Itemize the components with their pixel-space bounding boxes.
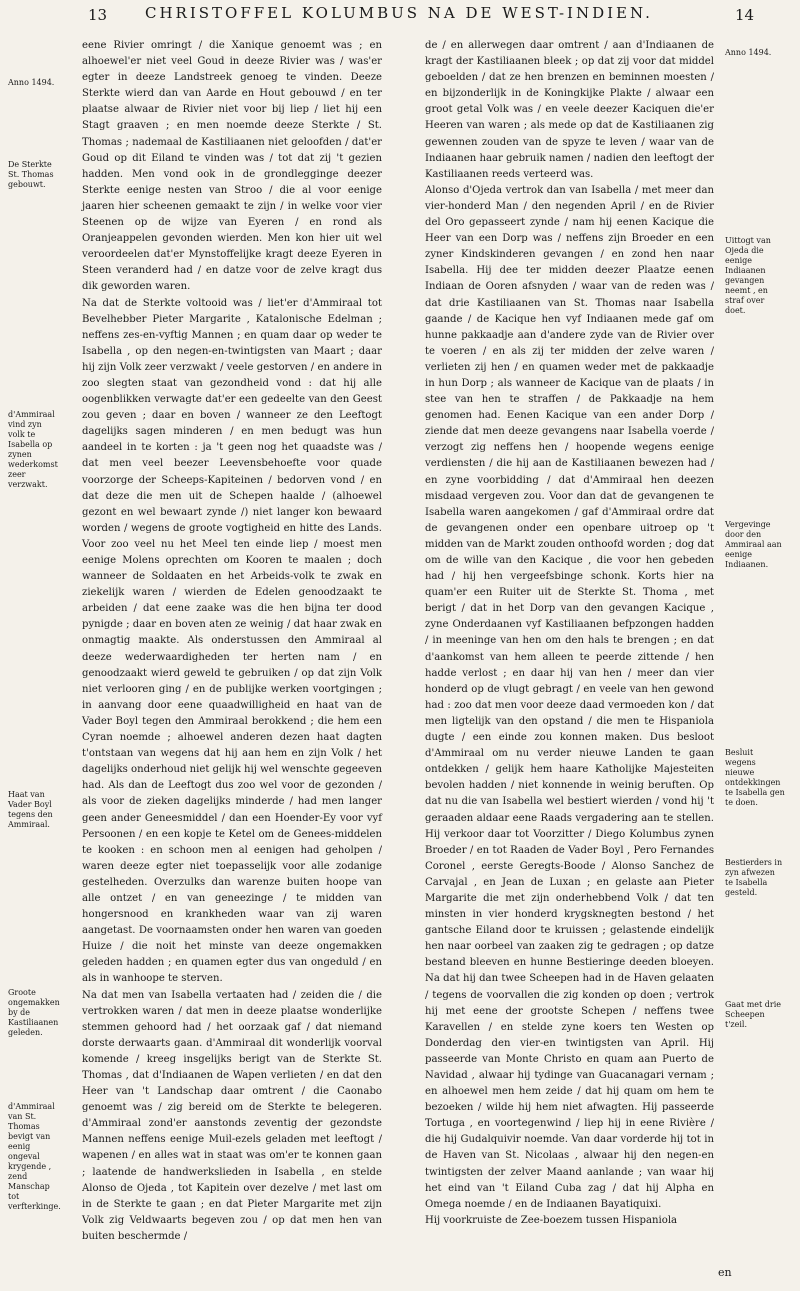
running-head: CHRISTOFFEL KOLUMBUS NA DE WEST-INDIEN. xyxy=(145,4,653,22)
margin-note-reinforcement: d'Ammiraal van St. Thomas bevigt van eenig ongeval krygende , zend Manschap tot verfterkinge. xyxy=(8,1102,61,1211)
right-column xyxy=(425,38,714,1229)
margin-note-governors: Bestierders in zyn afwezen te Isabella gesteld. xyxy=(725,858,783,897)
paragraph-left-3: Na dat men van Isabella vertaaten had / zeiden die / die vertrokken waren / dat men in deeze plaatse wonderlijke stemmen gehoord had / het oorzaak gaf / dat niemand dorste derwaarts gaan. d'Ammiraal dit wonderlijk voorval komende / kreeg insgelijks berigt van de Sterkte St. Thomas , dat d'Indiaanen de Wapen verlieten / en dat den Heer van 't Landschap daar omtrent / die Caonabo genoemt was / zig bereid om de Sterkte te belegeren. d'Ammiraal zond'er aanstonds zeventig der gezondste Mannen neffens eenige Muil-ezels geladen met leeftogt / wapenen / en alles wat in staat was om'er te konnen gaan ; laatende de handwerkslieden in Isabella , en stelde Alonso de Ojeda , tot Kapitein over dezelve / met last om in de Sterkte te gaan ; en dat Pieter Margarite met zijn Volk zig Veldwaarts begeven zou / op dat men hen van buiten beschermde / xyxy=(82,989,382,1242)
page-number-left: 13 xyxy=(88,6,108,24)
margin-note-admiral-returns: d'Ammiraal vind zyn volk te Isabella op zynen wederkomst zeer verzwakt. xyxy=(8,410,58,489)
margin-note-pardon: Vergevinge door den Ammiraal aan eenige Indiaanen. xyxy=(725,520,782,569)
page-number-right: 14 xyxy=(735,6,755,24)
margin-note-year-right: Anno 1494. xyxy=(725,48,772,57)
paragraph-right-1: de / en allerwegen daar omtrent / aan d'Indiaanen de kragt der Kastiliaanen bleek ; op dat zij voor dat middel geboelden / dat ze hen brenzen en beminnen moesten / en bijzonderlijk in de Koningkijke Plakte / alwaar een groot getal Volk was / en veele deezer Kaciquen die'er Heeren van waren ; als mede op dat de Kastiliaanen zig gewennen zouden van de spyze te leven / waar van de Indiaanen haar gebruik namen / nadien den leeftogt der Kastiliaanen reeds verteerd was. xyxy=(425,40,714,180)
margin-note-ojeda: Uittogt van Ojeda die eenige Indiaanen gevangen neemt , en straf over doet. xyxy=(725,236,771,315)
paragraph-left-2: Na dat de Sterkte voltooid was / liet'er d'Ammiraal tot Bevelhebber Pieter Margarite , Katalonische Edelman ; neffens zes-en-vyftig Mannen ; en quam daar op weder te Isabella , op den negen-en-twintigsten van Maart ; daar hij zijn Volk zeer verzwakt / veele gestorven / en andere in zoo slegten staat van gezondheid vond : dat hij alle oogenblikken verwagte dat'er een gedeelte van den Geest zou geven ; daar en boven / wanneer ze den Leeftogt dagelijks sagen minderen / en men bedugt was hun aandeel in te korten : ja 't geen nog het quaadste was / dat men veel beezer Leevensbehoefte voor quade voorzorge der Scheeps-Kapiteinen / bedorven vond / en dat deze die men uit de Schepen haalde / (alhoewel gezont en wel bewaart zynde /) niet langer kon bewaard worden / wegens de groote vogtigheid en hitte des Lands. Voor zoo veel nu het Meel ten einde liep / moest men eenige Molens oprechten om Kooren te maalen ; doch wanneer de Soldaaten en het Arbeids-volk te zwak en ziekelijk waren / wierden de Edelen genoodzaakt te arbeiden / dat eene zaake was die hen bijna ter dood pynigde ; daar en boven aten ze weinig / dat haar zwak en onmagtig maakte. Als onderstussen den Ammiraal al deeze wederwaardigheden ter herten nam / en genoodzaakt wierd geweld te gebruiken / op dat zijn Volk niet verlooren ging / en de publijke werken voortgingen ; in aanvang door eene quaadwilligheid en haat van de Vader Boyl tegen den Ammiraal berokkend ; die hem een Cyran noemde ; alhoewel anderen dezen haat dagten t'ontstaan van wegens dat hij aan hem en zijn Volk / het dagelijks onderhoud niet gelijk hij wel wenschte gegeeven had. Als dan de Leeftogt dus zoo wel voor de gezonden / als voor de zieken dagelijks minderde / had men langer geen ander Geneesmiddel / dan een Hoender-Ey voor vyf Persoonen / en een kopje te Ketel om de Genees-middelen te kooken : en schoon men al eenigen had geholpen / waren deeze egter niet toepasselijk voor alle zodanige gestelheden. Overzulks dan warenze buiten hoope van alle ontzet / en van geneezinge / te midden van hongersnood en krankheden waar van zij waren aangetast. De voornaamsten onder hen waren van goeden Huize / die noit het minste van deeze ongemakken geleden hadden ; en quamen egter dus van ongeduld / en als in wanhoope te sterven. xyxy=(82,297,382,985)
left-column xyxy=(82,38,382,1245)
margin-note-sets-sail: Gaat met drie Scheepen t'zeil. xyxy=(725,1000,782,1029)
margin-note-fort: De Sterkte St. Thomas gebouwt. xyxy=(8,160,54,189)
margin-note-new-discoveries: Besluit wegens nieuwe ontdekkingen te Isabella gen te doen. xyxy=(725,748,785,807)
margin-note-hardships: Groote ongemakken by de Kastiliaanen geleden. xyxy=(8,988,60,1037)
margin-note-year-left: Anno 1494. xyxy=(8,78,55,87)
catchword: en xyxy=(718,1266,732,1279)
paragraph-right-2: Alonso d'Ojeda vertrok dan van Isabella / met meer dan vier-honderd Man / den negenden April / en de Rivier del Oro gepasseert zynde / nam hij eenen Kacique die Heer van een Dorp was / neffens zijn Broeder en een zyner Kindskinderen gevangen / en zond hen naar Isabella. Hij dee ter midden deezer Plaatze eenen Indiaan de Ooren afsnyden / waar van de reden was / dat drie Kastiliaanen van St. Thomas naar Isabella gaande / de Kacique hen vyf Indiaanen mede gaf om hunne pakkaadje aan d'andere zyde van de Rivier over te voeren / en als zij ter midden der zelve waren / verlieten zij hen / en quamen weder met de pakkaadje in hun Dorp ; als wanneer de Kacique van de plaats / in stee van hen te straffen / de Pakkaadje na hem genomen had. Eenen Kacique van een ander Dorp / ziende dat men deeze gevangens naar Isabella voerde / verzogt zig neffens hen / hoopende wegens eenige verdiensten / die hij aan de Kastiliaanen bewezen had / en zyne voorbidding / dat d'Ammiraal hen deezen misdaad vergeven zou. Voor dan dat de gevangenen te Isabella waren aangekomen / gaf d'Ammiraal ordre dat de gevangenen onder een openbare uitroep op 't midden van de Markt zouden onthoofd worden ; dog dat om de wille van den Kacique , die voor hen gebeden had / hij hen vergeefsbinge schonk. Korts hier na quam'er een Ruiter uit de Sterkte St. Thoma , met berigt / dat in het Dorp van den gevangen Kacique , zyne Onderdaanen vyf Kastiliaanen befpzongen hadden / in meeninge van hen om den hals te brengen ; en dat d'aankomst van hem alleen te peerde zittende / hen hadde verlost ; en daar hij van hen / meer dan vier honderd op de vlugt gebragt / en veele van hen gewond had : zoo dat men voor deeze daad vermoeden kon / dat men ligtelijk van den opstand / die men te Hispaniola dugte / een einde zou konnen maken. Dus besloot d'Ammiraal om nu verder nieuwe Landen te gaan ontdekken / gelijk hem haare Katholijke Majesteiten bevolen hadden / niet konnende in weinig beruften. Op dat nu die van Isabella wel bestiert wierden / vond hij 't geraaden aldaar eene Raads vergadering aan te stellen. Hij verkoor daar tot Voorzitter / Diego Kolumbus zynen Broeder / en tot Raaden de Vader Boyl , Pero Fernandes Coronel , eerste Geregts-Boode / Alonso Sanchez de Carvajal , en Jean de Luxan ; en gelaste aan Pieter Margarite die met zijn onderhebbend Volk / dat ten minsten in vier honderd krygsknegten bestond / het gantsche Eiland door te kruissen ; gelastende eindelijk hen naar oorbeel van zaaken zig te gedragen ; op datze bestand bleeven en hunne Bestieringe deeden bloeyen. Na dat hij dan twee Scheepen had in de Haven gelaaten / tegens de voorvallen die zig konden op doen ; vertrok hij met eene der grootste Schepen / neffens twee Karavellen / en stelde zyne koers ten Westen op Donderdag den vier-en twintigsten van April. Hij passeerde van Monte Christo en quam aan Puerto de Navidad , alwaar hij tydinge van Guacanagari vernam ; en alhoewel men hem zeide / dat hij quam om hem te bezoeken / wilde hij hem niet afwagten. Hij passeerde Tortuga , en voortegenwind / liep hij in eene Rivière / die hij Gudalquivir noemde. Van daar vorderde hij tot in de Haven van St. Nicolaas , alwaar hij den negen-en twintigsten der zelver Maand aanlande ; van waar hij het eind van 't Eiland Cuba zag / dat hij Alpha en Omega noemde / en de Indiaanen Bayatiquixi. xyxy=(425,184,714,1210)
margin-note-boyl: Haat van Vader Boyl tegens den Ammiraal. xyxy=(8,790,53,829)
paragraph-right-3: Hij voorkruiste de Zee-boezem tussen Hispaniola xyxy=(425,1214,678,1226)
paragraph-left-1: eene Rivier omringt / die Xanique genoemt was ; en alhoewel'er niet veel Goud in deeze Rivier was / was'er egter in deeze Landstreek genoeg te vinden. Deeze Sterkte wierd dan van Aarde en Hout gebouwd / en ter plaatse alwaar de Rivier niet voor bij liep / liet hij een Stagt graaven ; en men noemde deeze Sterkte / St. Thomas ; nademaal de Kastiliaanen niet geloofden / dat'er Goud op dit Eiland te vinden was / tot dat zij 't gezien hadden. Men vond ook in de grondlegginge deezer Sterkte eenige nesten van Stroo / die al voor eenige jaaren hier scheenen gemaakt te zijn / in welke voor vier Steenen op de wijze van Eyeren / en rond als Oranjeappelen gevonden wierden. Men kon hier uit wel veroordeelen dat'er Mynstoffelijke kragt deeze Eyeren in Steen veranderd had / en datze voor de zelve kragt dus dik geworden waren. xyxy=(82,40,382,293)
